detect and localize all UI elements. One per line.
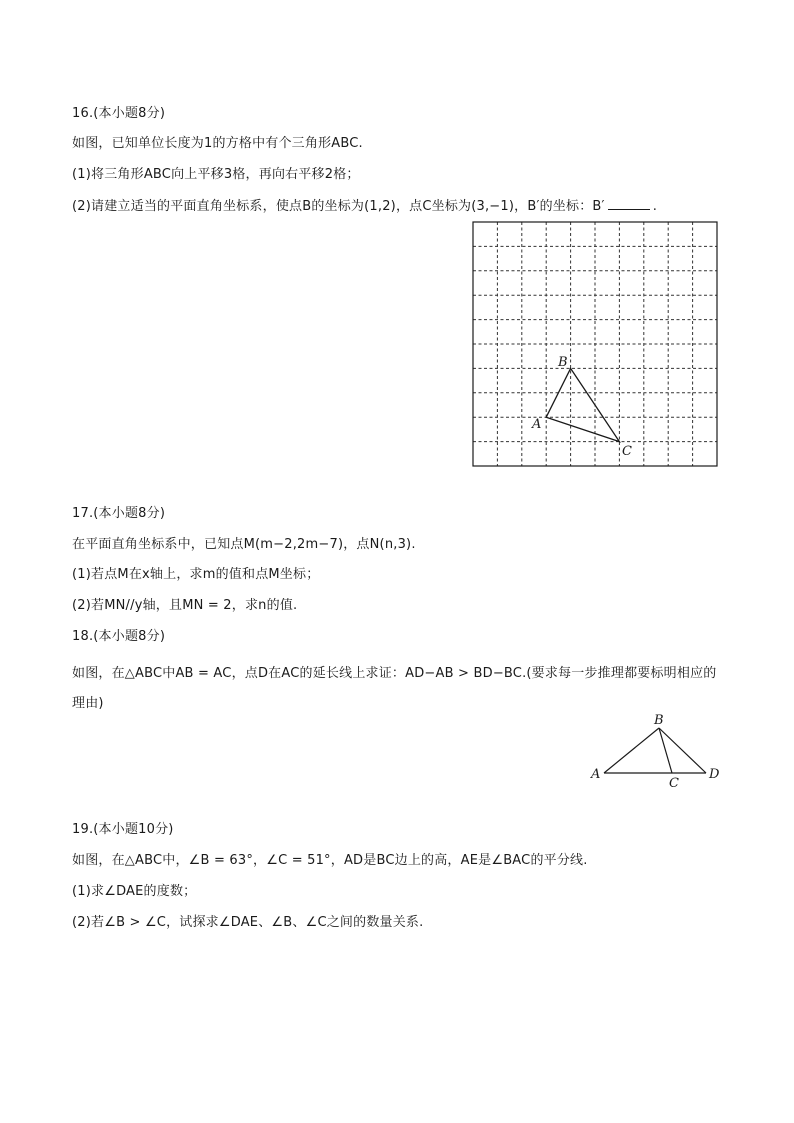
q17-part1: (1)若点M在x轴上，求m的值和点M坐标； bbox=[72, 567, 320, 582]
label-d: D bbox=[709, 767, 720, 782]
q17-stem: 在平面直角坐标系中，已知点M(m−2,2m−7)，点N(n,3). bbox=[72, 537, 416, 552]
label-c: C bbox=[669, 776, 679, 791]
q18-triangle-figure bbox=[586, 710, 726, 792]
q16-part2-text: (2)请建立适当的平面直角坐标系，使点B的坐标为(1,2)，点C坐标为(3,−1)，B′的坐标：B′ bbox=[72, 199, 605, 214]
label-b: B bbox=[654, 713, 664, 728]
q18-header: 18.(本小题8分) bbox=[72, 629, 166, 644]
q19-part1: (1)求∠DAE的度数； bbox=[72, 884, 197, 899]
q16-part2 bbox=[72, 197, 657, 216]
label-b: B bbox=[558, 355, 568, 370]
q18-stem: 如图，在△ABC中AB = AC，点D在AC的延长线上求证：AD−AB > BD−BC.(要求每一步推理都要标明相应的理由) bbox=[72, 666, 717, 711]
triangle-abc bbox=[546, 368, 619, 441]
q19-header: 19.(本小题10分) bbox=[72, 822, 174, 837]
q19-stem: 如图，在△ABC中，∠B = 63°，∠C = 51°，AD是BC边上的高，AE是∠BAC的平分线. bbox=[72, 853, 588, 868]
label-a: A bbox=[532, 417, 542, 432]
q16-part2-end: . bbox=[652, 199, 658, 214]
q16-stem: 如图，已知单位长度为1的方格中有个三角形ABC. bbox=[72, 136, 363, 151]
answer-blank bbox=[608, 197, 650, 210]
label-a: A bbox=[591, 767, 601, 782]
q19-part2: (2)若∠B > ∠C，试探求∠DAE、∠B、∠C之间的数量关系. bbox=[72, 915, 424, 930]
q17-header: 17.(本小题8分) bbox=[72, 506, 166, 521]
q16-part1: (1)将三角形ABC向上平移3格，再向右平移2格； bbox=[72, 167, 360, 182]
q16-header: 16.(本小题8分) bbox=[72, 106, 166, 121]
q17-part2: (2)若MN//y轴，且MN = 2，求n的值. bbox=[72, 598, 298, 613]
label-c: C bbox=[622, 444, 632, 459]
q16-grid-figure bbox=[470, 220, 722, 470]
